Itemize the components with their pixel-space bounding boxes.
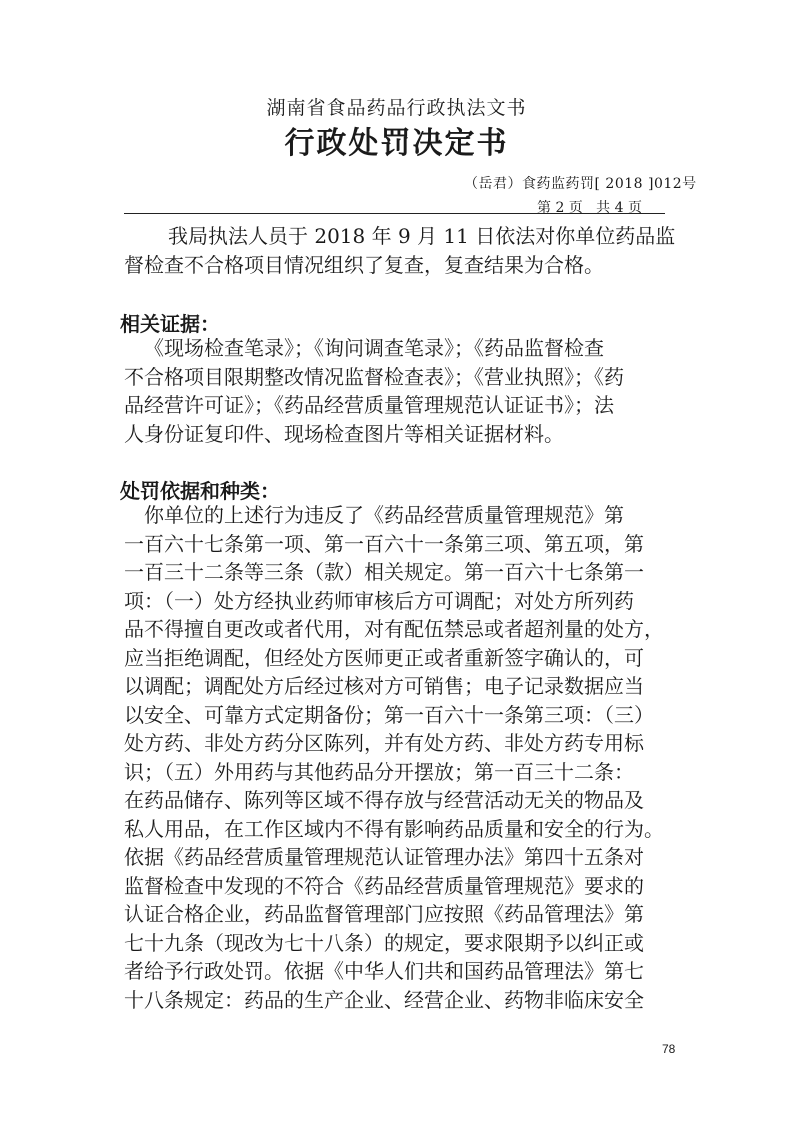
evidence-line: 品经营许可证》；《药品经营质量管理规范认证证书》；法 xyxy=(124,393,614,417)
document-title: 行政处罚决定书 xyxy=(284,126,509,161)
basis-line: 者给予行政处罚。依据《中华人们共和国药品管理法》第七 xyxy=(124,959,644,983)
agency-line: 湖南省食品药品行政执法文书 xyxy=(266,97,527,119)
page-info: 第 2 页 共 4 页 xyxy=(537,200,642,216)
page-number: 78 xyxy=(662,1042,676,1056)
intro-paragraph xyxy=(124,222,684,279)
basis-line: 监督检查中发现的不符合《药品经营质量管理规范》要求的 xyxy=(124,873,644,898)
basis-line: 处方药、非处方药分区陈列，并有处方药、非处方药专用标 xyxy=(124,731,644,755)
basis-line: 一百六十七条第一项、第一百六十一条第三项、第五项，第 xyxy=(124,531,644,556)
evidence-line: 《现场检查笔录》；《询问调查笔录》；《药品监督检查 xyxy=(144,336,604,360)
basis-line: 品不得擅自更改或者代用，对有配伍禁忌或者超剂量的处方， xyxy=(124,617,664,641)
basis-line: 认证合格企业，药品监督管理部门应按照《药品管理法》第 xyxy=(124,902,644,926)
basis-line: 识；（五）外用药与其他药品分开摆放；第一百三十二条： xyxy=(124,759,634,784)
basis-line: 依据《药品经营质量管理规范认证管理办法》第四十五条对 xyxy=(124,845,644,869)
evidence-heading: 相关证据： xyxy=(120,312,220,336)
basis-heading: 处罚依据和种类： xyxy=(120,479,280,503)
intro-line: 我局执法人员于 2018 年 9 月 11 日依法对你单位药品监 xyxy=(168,224,676,248)
basis-line: 应当拒绝调配，但经处方医师更正或者重新签字确认的，可 xyxy=(124,645,644,670)
evidence-line: 人身份证复印件、现场检查图片等相关证据材料。 xyxy=(124,421,564,446)
basis-line: 在药品储存、陈列等区域不得存放与经营活动无关的物品及 xyxy=(124,788,644,812)
header-rule xyxy=(124,213,665,214)
basis-line: 一百三十二条等三条（款）相关规定。第一百六十七条第一 xyxy=(124,560,644,584)
basis-line: 以安全、可靠方式定期备份；第一百六十一条第三项：（三） xyxy=(124,702,654,727)
document-number: （岳君）食药监药罚[ 2018 ]012号 xyxy=(464,176,697,192)
basis-line: 你单位的上述行为违反了《药品经营质量管理规范》第 xyxy=(144,503,624,527)
basis-line: 私人用品，在工作区域内不得有影响药品质量和安全的行为。 xyxy=(124,816,664,841)
evidence-line: 不合格项目限期整改情况监督检查表》；《营业执照》；《药 xyxy=(124,364,624,389)
basis-line: 以调配；调配处方后经过核对方可销售；电子记录数据应当 xyxy=(124,674,644,698)
basis-paragraph xyxy=(124,501,684,1014)
basis-line: 项：（一）处方经执业药师审核后方可调配；对处方所列药 xyxy=(124,588,634,613)
intro-line: 督检查不合格项目情况组织了复查，复查结果为合格。 xyxy=(124,252,604,277)
evidence-paragraph xyxy=(124,334,684,448)
basis-line: 七十九条（现改为七十八条）的规定，要求限期予以纠正或 xyxy=(124,930,644,955)
basis-line: 十八条规定：药品的生产企业、经营企业、药物非临床安全 xyxy=(124,987,644,1012)
